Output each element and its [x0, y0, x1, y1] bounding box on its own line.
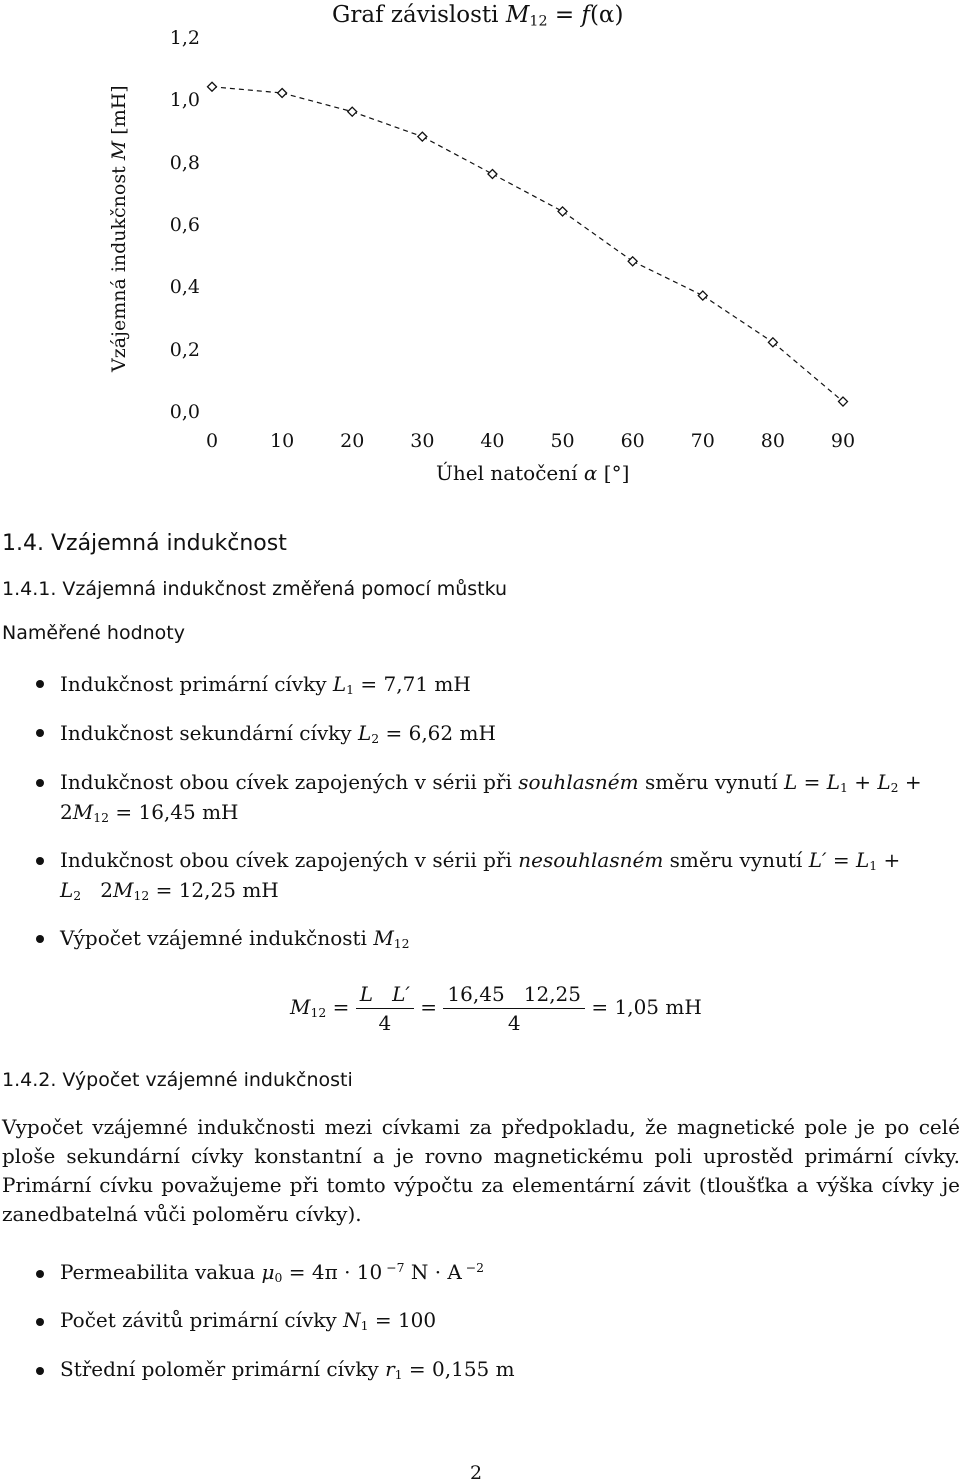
fraction-numeric: $\frac{16,45 12,25}{4}$	[443, 982, 585, 1035]
bullet-dot	[36, 1367, 44, 1375]
data-point-marker	[839, 397, 848, 406]
series-line-segment	[492, 174, 562, 211]
body-paragraph: Vypočet vzájemné indukčnosti mezi cívkami za předpokladu, že magnetické pole je po celé ploše sekundární cívky konstantní a je rovno magnetickému poli uprostěd primární cívky. Primární cívku považujeme při tomto výpočtu za elementární závit (tloušťka a výška cívky je zanedbatelná vůči poloměru cívky).	[2, 1115, 960, 1226]
y-tick-label: 0,6	[169, 214, 200, 236]
x-tick-label: 40	[480, 430, 505, 452]
x-tick-label: 80	[760, 430, 785, 452]
bullet-series-opposing-line2: $L_2$ $2M_{12} = 12,25$ mH	[60, 878, 279, 904]
bullet-dot	[36, 729, 44, 737]
y-axis-label: Vzájemná indukčnost M [mH]	[108, 85, 130, 372]
mutual-inductance-formula: $M_{12}$ = $\frac{\text{L L′}}{4}$ = $\frac{16,45 12,25}{4}$ = 1,05 mH	[290, 982, 702, 1035]
bullet-dot	[36, 1270, 44, 1278]
bullet-series-aiding-line2: $2M_{12} = 16,45$ mH	[60, 800, 239, 826]
measured-values-heading: Naměřené hodnoty	[2, 622, 185, 644]
y-tick-label: 0,2	[169, 338, 200, 361]
data-point-marker	[208, 82, 217, 91]
x-tick-label: 70	[690, 430, 715, 452]
chart-plot-area	[0, 0, 960, 460]
bullet-secondary-inductance: Indukčnost sekundární cívky $L_2 = 6,62$ mH	[60, 721, 496, 747]
subsection-heading-2: 1.4.2. Výpočet vzájemné indukčnosti	[2, 1069, 353, 1091]
data-point-marker	[558, 207, 567, 216]
y-tick-label: 0,0	[169, 401, 200, 423]
fraction-symbolic: $\frac{\text{L L′}}{4}$	[356, 982, 414, 1035]
series-line-segment	[563, 211, 633, 261]
series-line-segment	[633, 261, 703, 295]
data-point-marker	[698, 291, 707, 300]
x-tick-label: 60	[620, 430, 645, 452]
bullet-dot	[36, 1318, 44, 1326]
y-tick-label: 0,4	[169, 276, 200, 299]
bullet-dot	[36, 680, 44, 688]
x-tick-label: 50	[550, 430, 575, 452]
series-line-segment	[703, 296, 773, 343]
param-turns-primary: Počet závitů primární cívky $N_1 = 100$	[60, 1308, 437, 1334]
data-point-marker	[418, 132, 427, 141]
x-tick-label: 20	[340, 430, 365, 452]
chart-title: Graf závislosti $M_{12} = f(\alpha)$	[332, 2, 624, 30]
x-tick-label: 0	[205, 430, 219, 452]
x-tick-label: 90	[830, 430, 856, 452]
series-line-segment	[212, 87, 282, 93]
bullet-primary-inductance: Indukčnost primární cívky $L_1 = 7,71$ mH	[60, 672, 471, 698]
bullet-series-aiding-line1: Indukčnost obou cívek zapojených v sérii při souhlasném směru vynutí $L = L_1 + L_2$ +	[60, 770, 922, 796]
series-line-segment	[282, 93, 352, 112]
x-axis-label: Úhel natočení α [°]	[436, 461, 630, 485]
data-point-marker	[488, 170, 497, 179]
data-point-marker	[278, 88, 287, 97]
y-tick-label: 1,2	[169, 27, 200, 49]
series-line-segment	[773, 342, 843, 401]
param-vacuum-permeability: Permeabilita vakua $\mu_0 = 4\pi \cdot 10$ $^{-7}$ N · A $^{-2}$	[60, 1260, 485, 1286]
bullet-series-opposing-line1: Indukčnost obou cívek zapojených v sérii při nesouhlasném směru vynutí $L' = L_1$ +	[60, 848, 901, 874]
data-point-marker	[348, 107, 357, 116]
bullet-dot	[36, 779, 44, 787]
x-tick-label: 10	[270, 430, 295, 452]
page-number: 2	[470, 1462, 483, 1484]
section-heading: 1.4. Vzájemná indukčnost	[2, 531, 287, 556]
param-mean-radius: Střední poloměr primární cívky $r_1 = 0,155$ m	[60, 1357, 515, 1383]
subsection-heading-1: 1.4.1. Vzájemná indukčnost změřená pomocí můstku	[2, 578, 508, 600]
series-line-segment	[352, 112, 422, 137]
series-line-segment	[422, 137, 492, 174]
x-tick-label: 30	[410, 430, 435, 452]
bullet-dot	[36, 857, 44, 865]
data-point-marker	[628, 257, 637, 266]
y-tick-label: 0,8	[169, 151, 200, 174]
bullet-calculation: Výpočet vzájemné indukčnosti $M_{12}$	[60, 926, 410, 952]
bullet-dot	[36, 935, 44, 943]
y-tick-label: 1,0	[169, 89, 200, 112]
